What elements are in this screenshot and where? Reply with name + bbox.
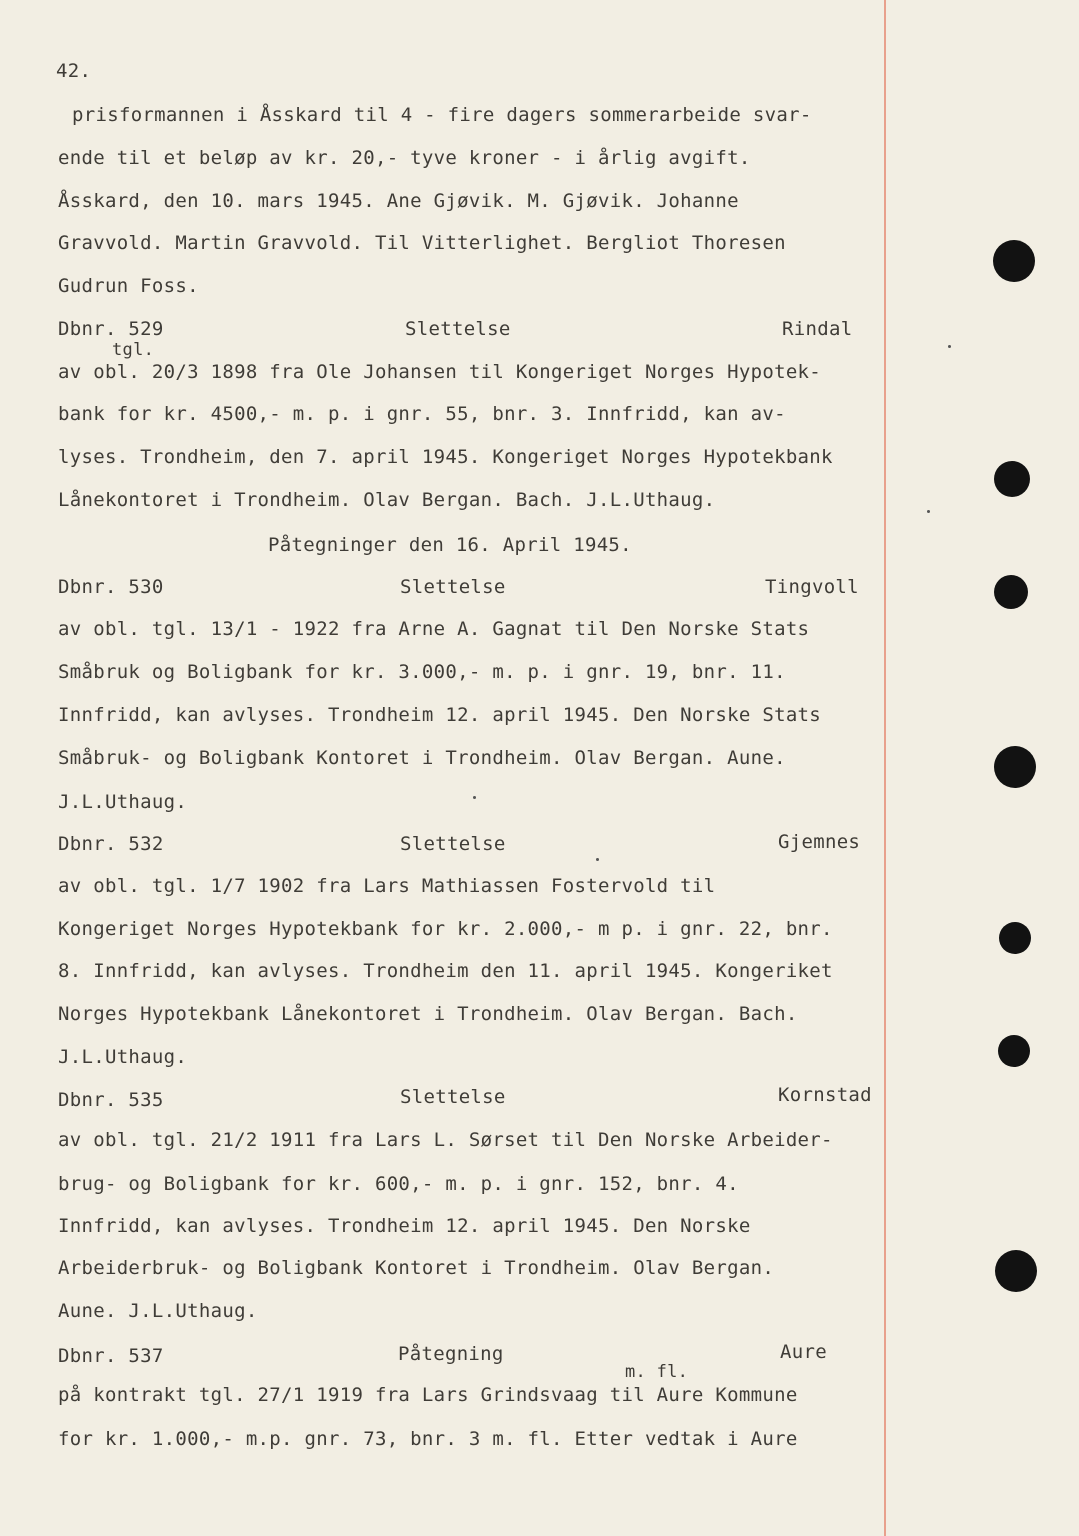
text-line: av obl. tgl. 13/1 - 1922 fra Arne A. Gagnat til Den Norske Stats <box>58 618 810 640</box>
text-line: lyses. Trondheim, den 7. april 1945. Kongeriget Norges Hypotekbank <box>58 446 833 468</box>
ink-speck <box>927 510 930 513</box>
entry-place: Aure <box>780 1341 827 1363</box>
entry-dbnr: Dbnr. 530 <box>58 576 164 598</box>
margin-rule <box>884 0 886 1536</box>
text-line: J.L.Uthaug. <box>58 1046 188 1068</box>
text-line: 8. Innfridd, kan avlyses. Trondheim den 11. april 1945. Kongeriket <box>58 960 833 982</box>
text-line: Innfridd, kan avlyses. Trondheim 12. april 1945. Den Norske <box>58 1215 751 1237</box>
ink-speck <box>948 345 951 348</box>
text-line: Lånekontoret i Trondheim. Olav Bergan. Bach. J.L.Uthaug. <box>58 489 716 511</box>
punch-hole <box>994 461 1030 497</box>
text-line: Innfridd, kan avlyses. Trondheim 12. april 1945. Den Norske Stats <box>58 704 822 726</box>
text-line: J.L.Uthaug. <box>58 791 188 813</box>
entry-dbnr: Dbnr. 532 <box>58 833 164 855</box>
text-line: Arbeiderbruk- og Boligbank Kontoret i Trondheim. Olav Bergan. <box>58 1257 775 1279</box>
section-heading: Påtegninger den 16. April 1945. <box>268 534 632 556</box>
entry-dbnr: Dbnr. 537 <box>58 1345 164 1367</box>
entry-place: Gjemnes <box>778 831 861 853</box>
text-line: av obl. tgl. 1/7 1902 fra Lars Mathiassen Fostervold til <box>58 875 716 897</box>
text-line: bank for kr. 4500,- m. p. i gnr. 55, bnr. 3. Innfridd, kan av- <box>58 403 786 425</box>
text-line: brug- og Boligbank for kr. 600,- m. p. i gnr. 152, bnr. 4. <box>58 1173 739 1195</box>
text-line: Gudrun Foss. <box>58 275 199 297</box>
entry-place: Rindal <box>782 318 853 340</box>
punch-hole <box>998 1035 1030 1067</box>
entry-note: m. fl. <box>625 1362 689 1382</box>
text-line: prisformannen i Åsskard til 4 - fire dagers sommerarbeide svar- <box>72 104 812 126</box>
entry-place: Kornstad <box>778 1084 872 1106</box>
ink-speck <box>596 858 599 861</box>
ink-speck <box>473 796 476 799</box>
text-line: ende til et beløp av kr. 20,- tyve kroner - i årlig avgift. <box>58 147 751 169</box>
text-line: Kongeriget Norges Hypotekbank for kr. 2.000,- m p. i gnr. 22, bnr. <box>58 918 833 940</box>
entry-dbnr: Dbnr. 535 <box>58 1089 164 1111</box>
entry-note: tgl. <box>112 340 155 360</box>
entry-dbnr: Dbnr. 529 <box>58 318 164 340</box>
entry-type: Slettelse <box>400 576 506 598</box>
text-line: Gravvold. Martin Gravvold. Til Vitterlighet. Bergliot Thoresen <box>58 232 786 254</box>
entry-type: Påtegning <box>398 1343 504 1365</box>
entry-type: Slettelse <box>400 1086 506 1108</box>
entry-type: Slettelse <box>400 833 506 855</box>
punch-hole <box>999 922 1031 954</box>
text-line: på kontrakt tgl. 27/1 1919 fra Lars Grindsvaag til Aure Kommune <box>58 1384 798 1406</box>
text-line: Småbruk og Boligbank for kr. 3.000,- m. p. i gnr. 19, bnr. 11. <box>58 661 786 683</box>
entry-type: Slettelse <box>405 318 511 340</box>
punch-hole <box>995 1250 1037 1292</box>
text-line: Småbruk- og Boligbank Kontoret i Trondheim. Olav Bergan. Aune. <box>58 747 786 769</box>
punch-hole <box>994 575 1028 609</box>
text-line: av obl. tgl. 21/2 1911 fra Lars L. Sørset til Den Norske Arbeider- <box>58 1129 833 1151</box>
punch-hole <box>994 746 1036 788</box>
text-line: Åsskard, den 10. mars 1945. Ane Gjøvik. M. Gjøvik. Johanne <box>58 190 739 212</box>
text-line: Aune. J.L.Uthaug. <box>58 1300 258 1322</box>
punch-hole <box>993 240 1035 282</box>
entry-place: Tingvoll <box>765 576 859 598</box>
text-line: Norges Hypotekbank Lånekontoret i Trondheim. Olav Bergan. Bach. <box>58 1003 798 1025</box>
text-line: for kr. 1.000,- m.p. gnr. 73, bnr. 3 m. fl. Etter vedtak i Aure <box>58 1428 798 1450</box>
page-number: 42. <box>56 60 92 82</box>
text-line: av obl. 20/3 1898 fra Ole Johansen til Kongeriget Norges Hypotek- <box>58 361 822 383</box>
